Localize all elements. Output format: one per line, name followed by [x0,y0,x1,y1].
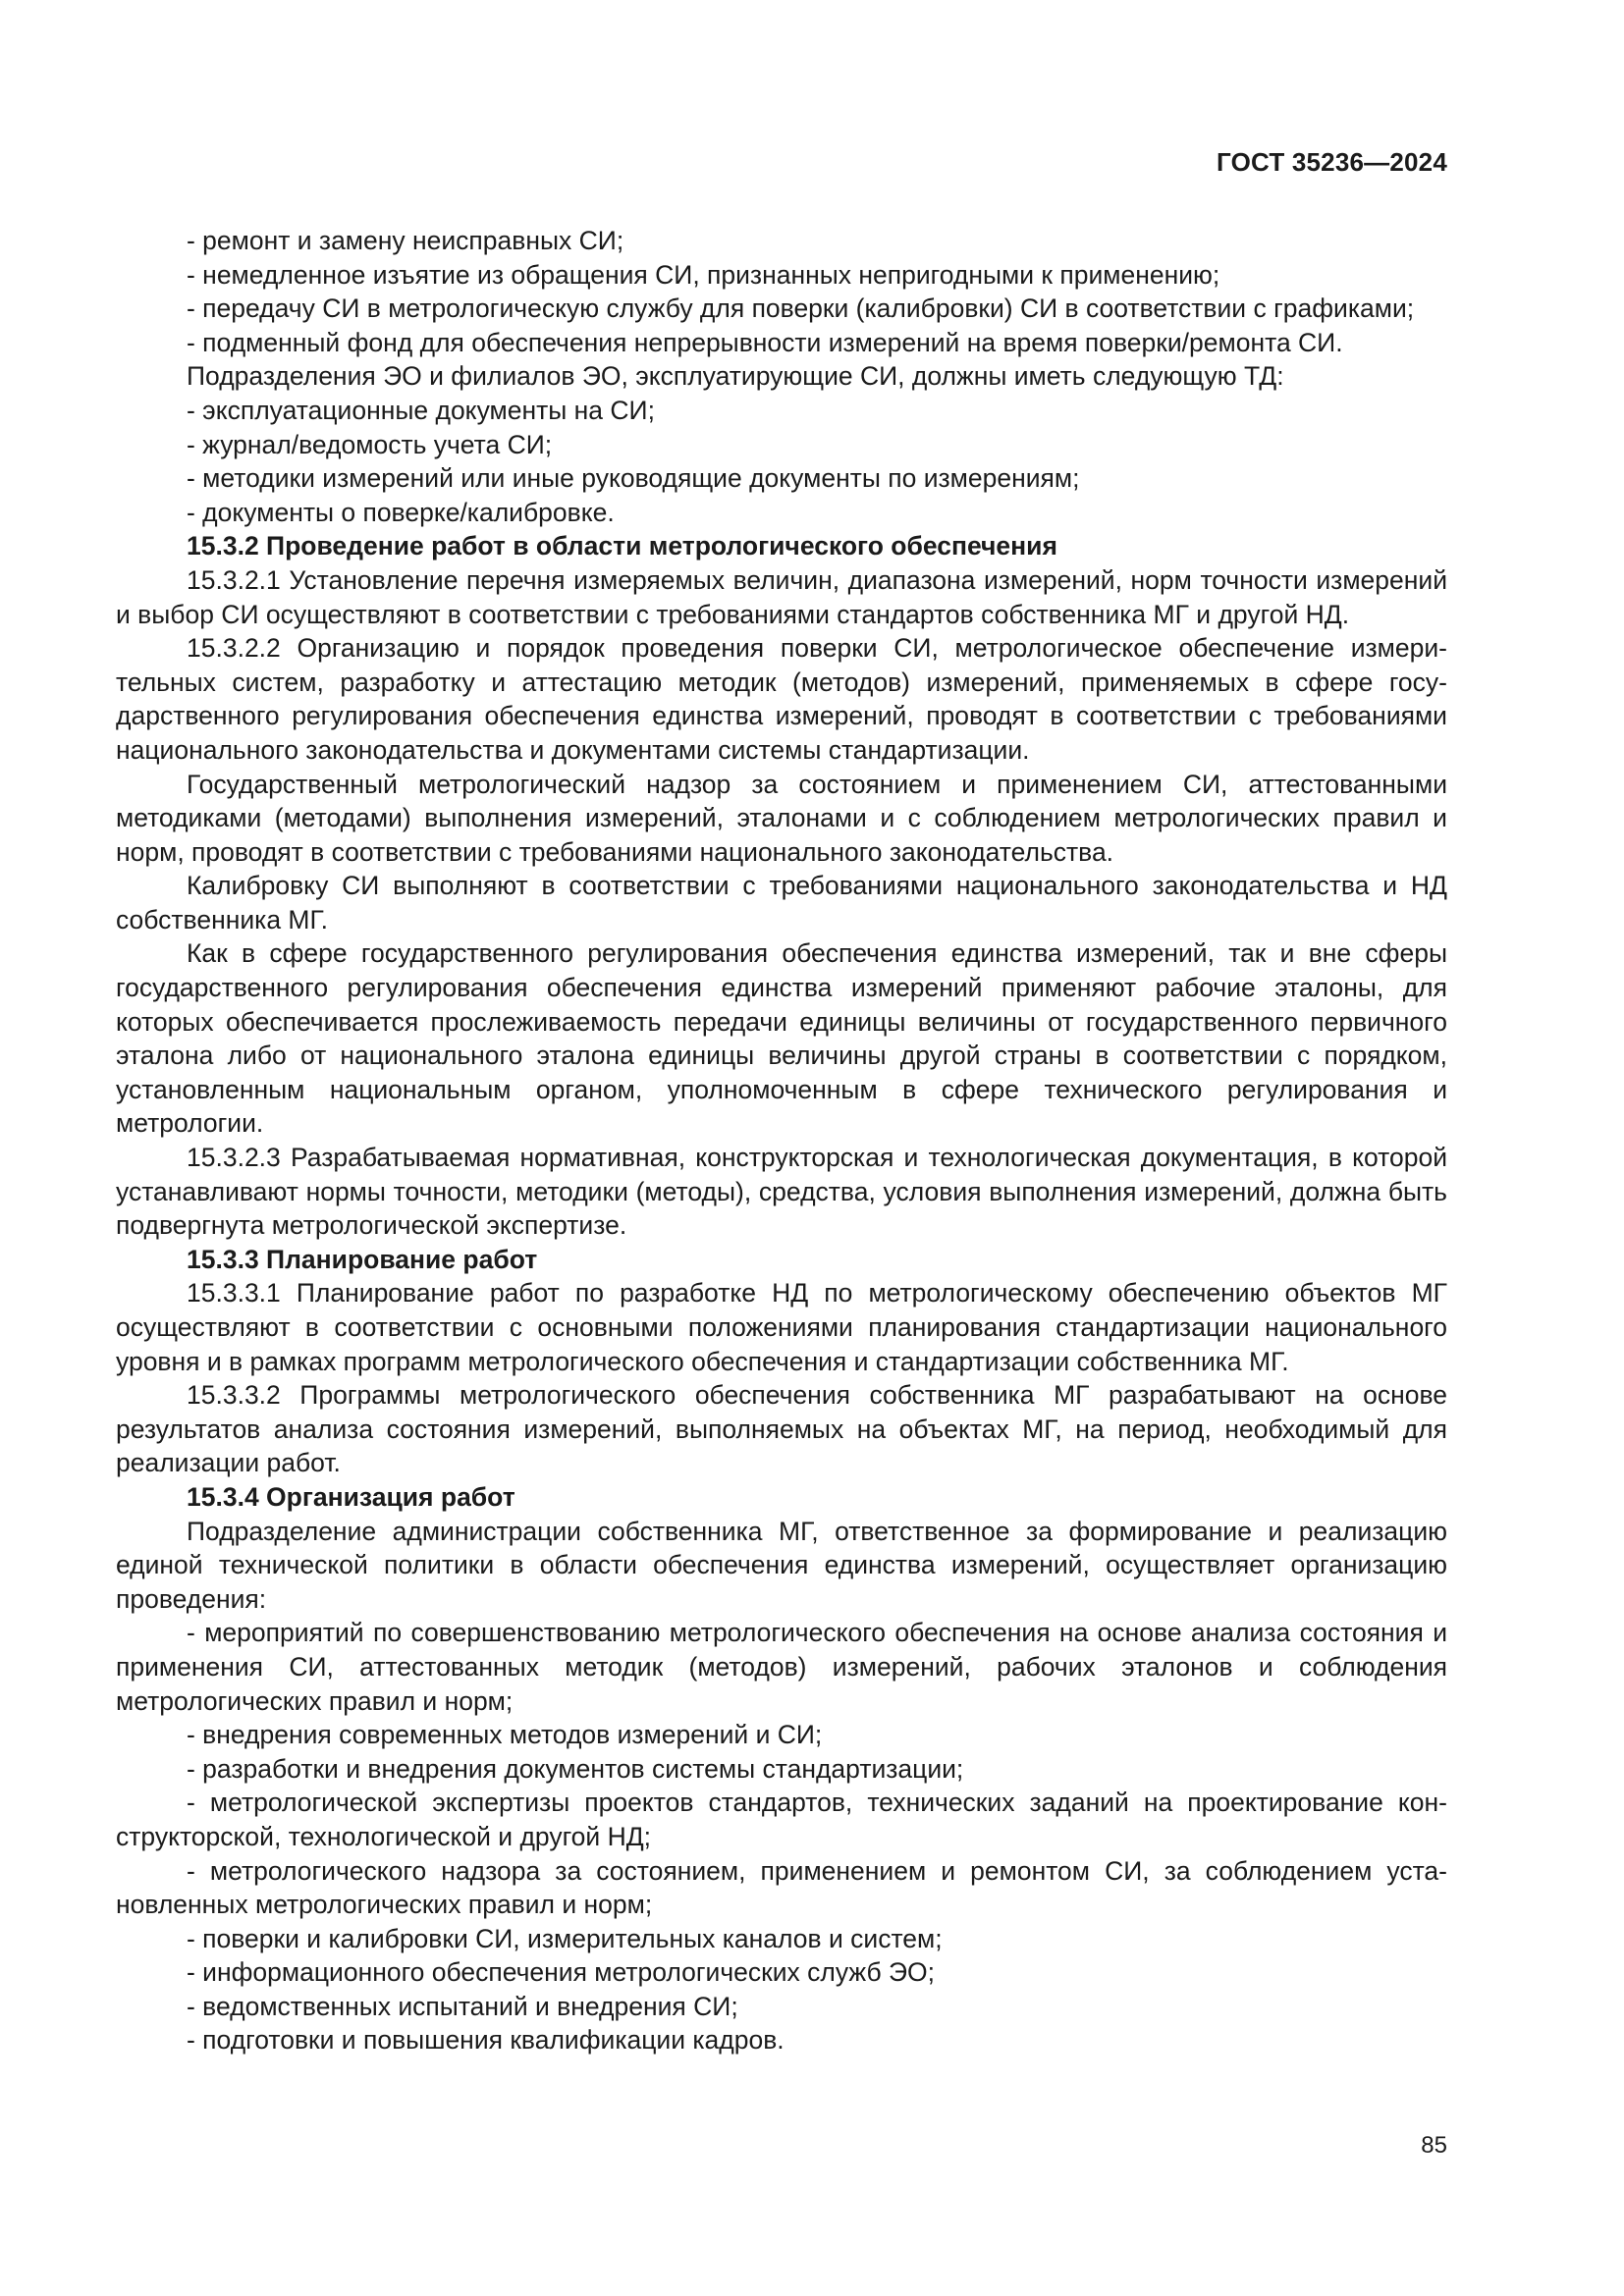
paragraph: Государственный метрологический надзор за состоянием и применением СИ, аттестованными методиками (методами) выполнения измерений, эталонами и с соблюдением метрологических правил и норм, проводят в соответствии с требованиями национального законодательства. [116,769,1447,867]
list-item: - ведомственных испытаний и внедрения СИ; [187,1991,738,2021]
paragraph: Подразделение администрации собственника МГ, ответственное за формирование и реализацию единой технической политики в области обеспечения единства измерений, осуществляет организацию проведения: [116,1516,1447,1614]
list-item: - метрологического надзора за состоянием, применением и ремонтом СИ, за соблюдением установленных метрологических правил и норм; [116,1855,1447,1920]
list-item: - мероприятий по совершенствованию метрологического обеспечения на основе анализа состояния и применения СИ, аттестованных методик (методов) измерений, рабочих эталонов и соблюдения метрологических правил и норм; [116,1618,1447,1716]
document-body [116,224,1447,2057]
list-item: - подготовки и повышения квалификации кадров. [187,2025,785,2056]
list-item: - внедрения современных методов измерений и СИ; [187,1720,823,1750]
section-heading: 15.3.4 Организация работ [187,1481,515,1512]
list-item: - методики измерений или иные руководящие документы по измерениям; [187,463,1080,494]
paragraph: 15.3.2.3 Разрабатываемая нормативная, конструкторская и технологическая документация, в которой устанавливают нормы точности, методики (методы), средства, условия выполнения измерений, должна быть подвергнута метрологической экспертизе. [116,1143,1447,1241]
paragraph: Подразделения ЭО и филиалов ЭО, эксплуатирующие СИ, должны иметь следующую ТД: [187,361,1284,392]
list-item: - поверки и калибровки СИ, измерительных каналов и систем; [187,1923,943,1953]
paragraph: 15.3.3.2 Программы метрологического обеспечения собственника МГ разрабатывают на основе результатов анализа состояния измерений, выполняемых на объектах МГ, на период, необходимый для реализации работ. [116,1380,1447,1478]
list-item: - информационного обеспечения метрологических служб ЭО; [187,1957,936,1988]
paragraph: 15.3.2.1 Установление перечня измеряемых величин, диапазона измерений, норм точности измерений и выбор СИ осуществляют в соответствии с требованиями стандартов собственника МГ и другой НД. [116,564,1447,629]
list-item: - документы о поверке/калибровке. [187,497,615,527]
paragraph: 15.3.3.1 Планирование работ по разработке НД по метрологическому обеспечению объектов МГ осуществляют в соответствии с основными положениями планирования стандартизации национального уровня и в рамках программ метрологического обеспечения и стандартизации собственника МГ. [116,1278,1447,1376]
paragraph: Как в сфере государственного регулирования обеспечения единства измерений, так и вне сферы государственного регулирования обеспечения единства измерений применяют рабочие эталоны, для которых обеспечивается прослеживаемость передачи единицы величины от государственного первичного эталона либо от национального эталона единицы величины другой страны в соответствии с порядком, установленным национальным органом, уполномоченным в сфере технического регулирования и метрологии. [116,938,1447,1139]
document-code: ГОСТ 35236—2024 [1217,147,1447,177]
page-number: 85 [1421,2132,1447,2159]
list-item: - немедленное изъятие из обращения СИ, признанных непригодными к применению; [187,259,1220,290]
list-item: - передачу СИ в метрологическую службу для поверки (калибровки) СИ в соответствии с графиками; [187,294,1415,324]
list-item: - журнал/ведомость учета СИ; [187,429,553,459]
paragraph: Калибровку СИ выполняют в соответствии с требованиями национального законодательства и НД собственника МГ. [116,871,1447,934]
section-heading: 15.3.3 Планирование работ [187,1244,538,1274]
list-item: - разработки и внедрения документов системы стандартизации; [187,1753,964,1784]
paragraph: 15.3.2.2 Организацию и порядок проведения поверки СИ, метрологическое обеспечение измерительных систем, разработку и аттестацию методик (методов) измерений, применяемых в сфере государственного регулирования обеспечения единства измерений, проводят в соответствии с требованиями национального законодательства и документами системы стандартизации. [116,633,1447,765]
list-item: - эксплуатационные документы на СИ; [187,395,655,425]
list-item: - подменный фонд для обеспечения непрерывности измерений на время поверки/ремонта СИ. [187,327,1343,357]
list-item: - метрологической экспертизы проектов стандартов, технических заданий на проектирование конструкторской, технологической и другой НД; [116,1788,1447,1851]
list-item: - ремонт и замену неисправных СИ; [187,226,624,255]
section-heading: 15.3.2 Проведение работ в области метрологического обеспечения [187,531,1057,561]
